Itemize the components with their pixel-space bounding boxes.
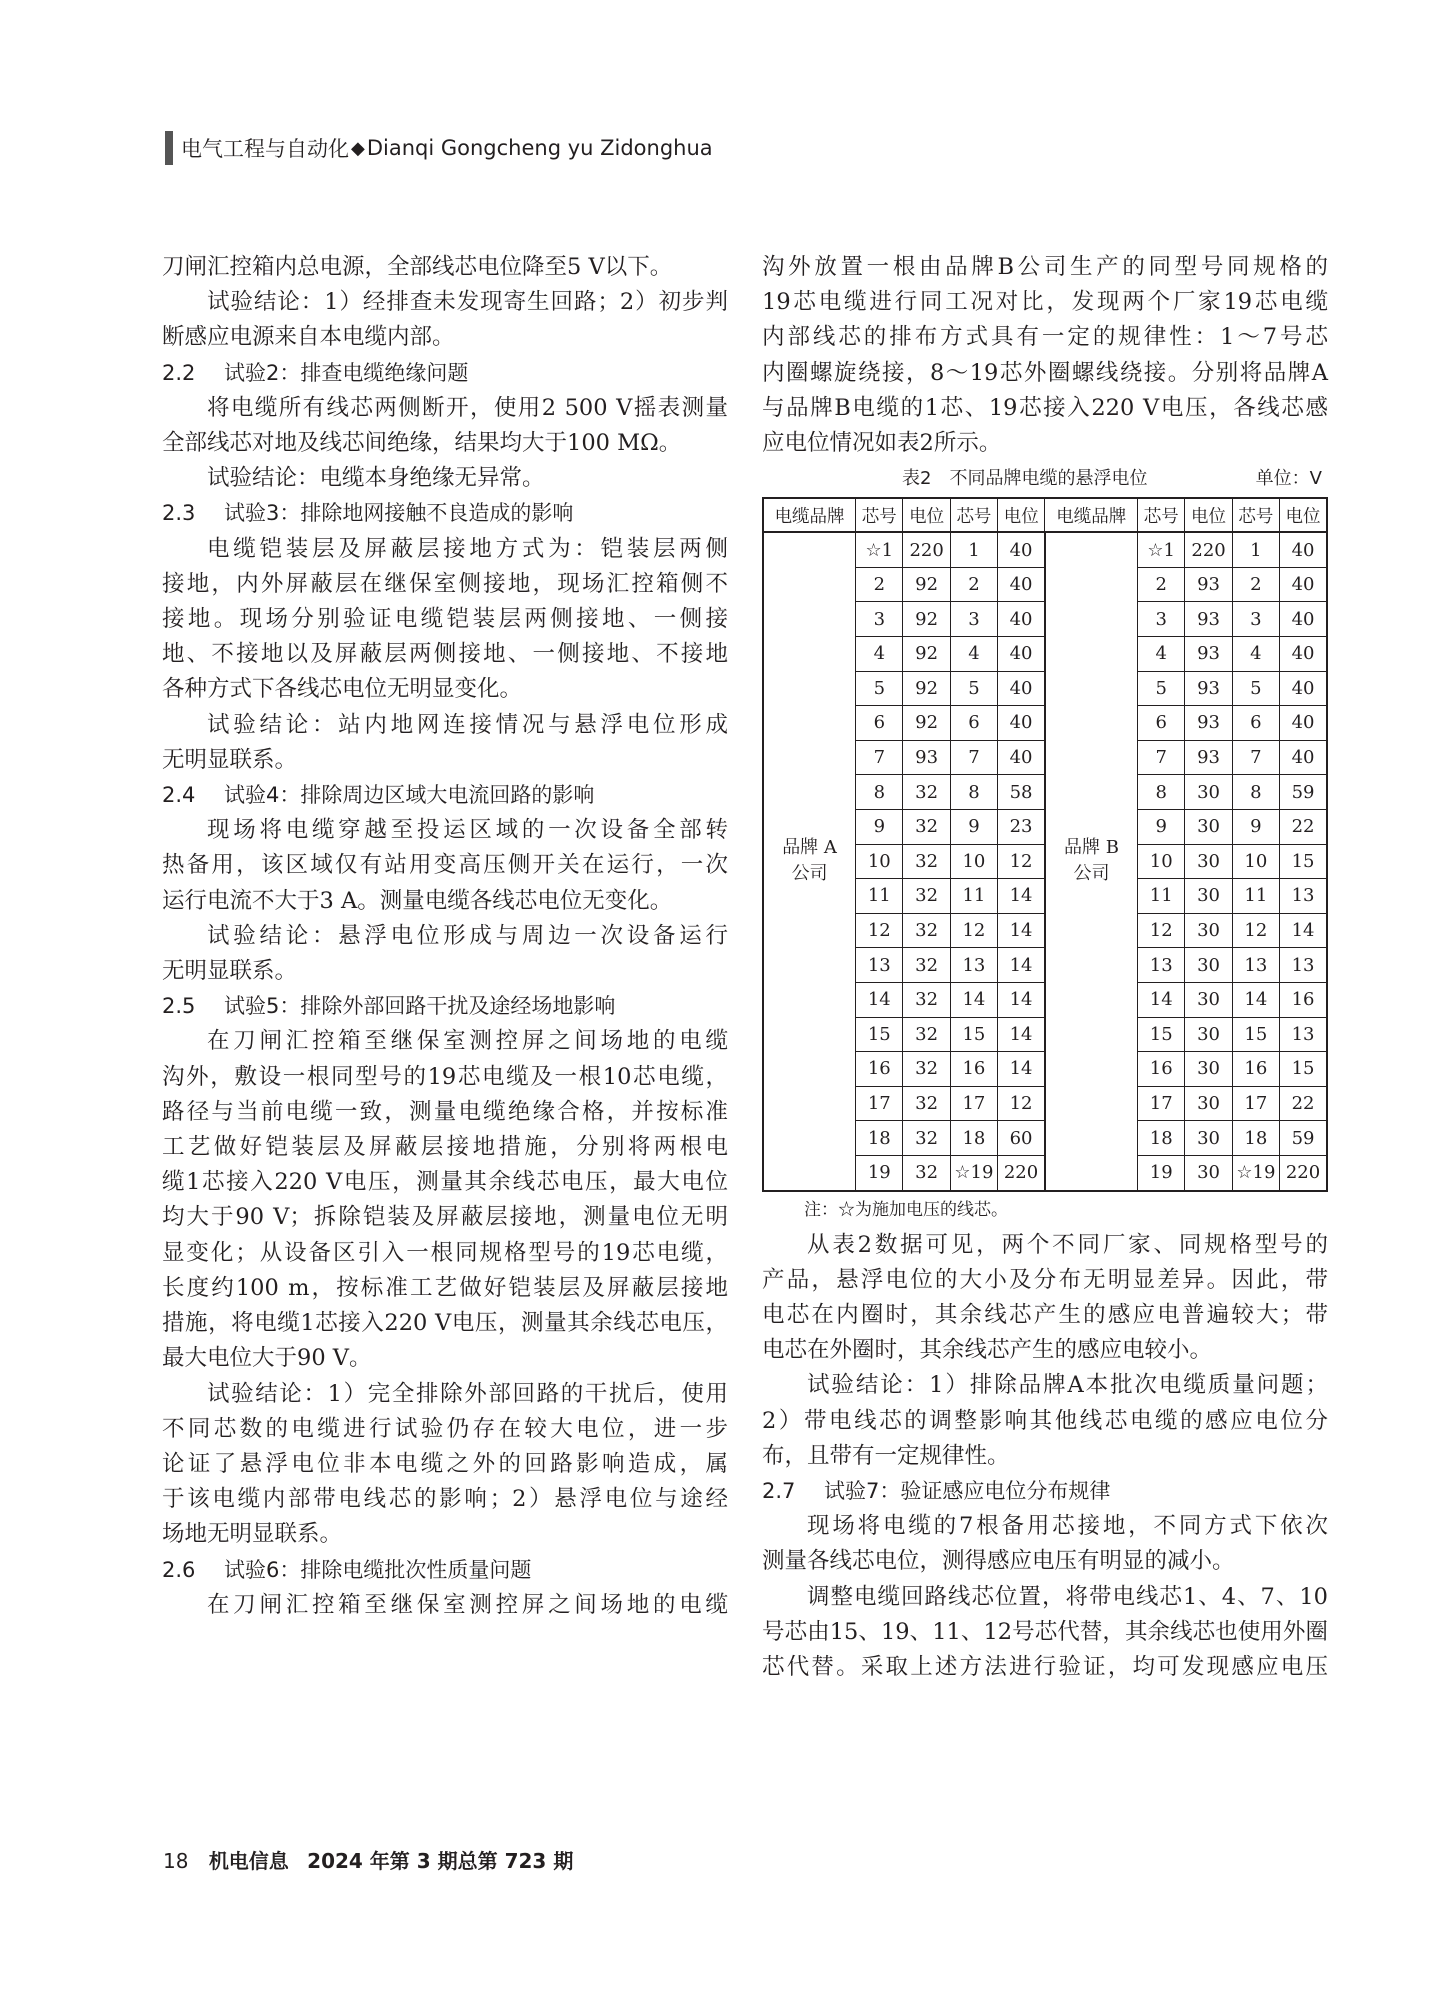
table-cell: 40 <box>1280 706 1327 741</box>
text-line: 试验结论：1）排除品牌A本批次电缆质量问题； <box>807 1372 1328 1399</box>
text-line: 产品，悬浮电位的大小及分布无明显差异。因此，带 <box>762 1266 1328 1293</box>
table-cell: 40 <box>998 567 1045 602</box>
table-cell: 12 <box>998 1086 1045 1121</box>
table-cell: 16 <box>1138 1052 1185 1087</box>
page-number: 18 <box>163 1849 189 1873</box>
brand-a-cell <box>763 532 856 1190</box>
paragraph <box>162 461 728 496</box>
table-cell: 10 <box>1232 844 1279 879</box>
table-cell: 17 <box>1232 1086 1279 1121</box>
left-column <box>162 250 728 1623</box>
brand-a-line: 公司 <box>791 863 828 885</box>
table-cell: 14 <box>998 948 1045 983</box>
table-cell: ☆1 <box>856 532 903 567</box>
journal-name-pinyin: Dianqi Gongcheng yu Zidonghua <box>366 136 713 160</box>
paragraph <box>162 1588 728 1623</box>
table-cell: 7 <box>950 740 997 775</box>
table-cell: 30 <box>1185 844 1232 879</box>
table-cell: ☆1 <box>1138 532 1185 567</box>
table-cell: 59 <box>1280 1121 1327 1156</box>
table-cell: 9 <box>856 809 903 844</box>
text-line: 2）带电线芯的调整影响其他线芯电缆的感应电位分 <box>762 1407 1328 1434</box>
text-line: 电芯在外圈时，其余线芯产生的感应电较小。 <box>762 1337 1213 1364</box>
table-title: 表2 不同品牌电缆的悬浮电位 <box>902 468 1148 490</box>
table-cell: 2 <box>1138 567 1185 602</box>
section-title: 试验3：排除地网接触不良造成的影响 <box>224 501 574 526</box>
table-cell: 92 <box>903 567 950 602</box>
paragraph <box>162 1024 728 1376</box>
brand-a-line: 品牌 A <box>782 837 837 859</box>
text-line: 均大于90 V；拆除铠装及屏蔽层接地，测量电位无明 <box>162 1204 728 1231</box>
table-cell: 4 <box>1232 637 1279 672</box>
text-line: 措施，将电缆1芯接入220 V电压，测量其余线芯电压， <box>162 1310 728 1337</box>
table-cell: 30 <box>1185 809 1232 844</box>
text-line: 与品牌B电缆的1芯、19芯接入220 V电压，各线芯感 <box>762 394 1328 421</box>
text-line: 缆1芯接入220 V电压，测量其余线芯电压，最大电位 <box>162 1169 728 1196</box>
table-cell: 6 <box>1232 706 1279 741</box>
paragraph <box>162 1377 728 1553</box>
table-cell: 18 <box>856 1121 903 1156</box>
table-cell: 40 <box>998 637 1045 672</box>
table-cell: 40 <box>1280 637 1327 672</box>
table-cell: 14 <box>1280 913 1327 948</box>
table-cell: 5 <box>856 671 903 706</box>
text-line: 布，且带有一定规律性。 <box>762 1442 1010 1469</box>
text-line: 无明显联系。 <box>162 958 298 985</box>
section-heading <box>162 356 728 391</box>
table-cell: 5 <box>950 671 997 706</box>
table-cell: 32 <box>903 1121 950 1156</box>
table-cell: 32 <box>903 844 950 879</box>
table-cell: 30 <box>1185 982 1232 1017</box>
table-cell: 14 <box>998 1052 1045 1087</box>
table-cell: 16 <box>950 1052 997 1087</box>
table-cell: 10 <box>1138 844 1185 879</box>
table-cell: 30 <box>1185 913 1232 948</box>
table-cell: 59 <box>1280 775 1327 810</box>
table-header-row <box>763 498 1327 532</box>
text-line: 现场将电缆穿越至投运区域的一次设备全部转 <box>207 817 728 844</box>
table-cell: 17 <box>1138 1086 1185 1121</box>
table-cell: 40 <box>1280 740 1327 775</box>
table-cell: ☆19 <box>950 1155 997 1190</box>
table-cell: 93 <box>1185 567 1232 602</box>
table-cell: 13 <box>856 948 903 983</box>
table-header-cell: 芯号 <box>1232 498 1279 532</box>
table-cell: 93 <box>1185 637 1232 672</box>
table-cell: 220 <box>1185 532 1232 567</box>
text-line: 刀闸汇控箱内总电源，全部线芯电位降至5 V以下。 <box>162 254 673 280</box>
text-line: 于该电缆内部带电线芯的影响；2）悬浮电位与途经 <box>162 1486 728 1513</box>
text-line: 在刀闸汇控箱至继保室测控屏之间场地的电缆 <box>207 1028 728 1055</box>
text-line: 各种方式下各线芯电位无明显变化。 <box>162 676 523 703</box>
table-cell: 3 <box>1138 602 1185 637</box>
table-cell: 16 <box>1232 1052 1279 1087</box>
text-line: 工艺做好铠装层及屏蔽层接地措施，分别将两根电 <box>162 1134 728 1161</box>
table-unit: 单位：V <box>1255 468 1322 490</box>
text-line: 芯代替。采取上述方法进行验证，均可发现感应电压 <box>762 1653 1328 1680</box>
footer-issue: 2024 年第 3 期总第 723 期 <box>307 1849 574 1873</box>
text-line: 长度约100 m，按标准工艺做好铠装层及屏蔽层接地 <box>162 1274 728 1301</box>
table-cell: 32 <box>903 775 950 810</box>
section-number: 2.2 <box>162 360 196 385</box>
text-line: 无明显联系。 <box>162 746 298 773</box>
table-cell: 9 <box>1138 809 1185 844</box>
text-line: 断感应电源来自本电缆内部。 <box>162 324 455 351</box>
text-line: 运行电流不大于3 A。测量电缆各线芯电位无变化。 <box>162 887 673 914</box>
table-cell: 30 <box>1185 1121 1232 1156</box>
table-cell: 2 <box>950 567 997 602</box>
table-cell: 14 <box>1138 982 1185 1017</box>
brand-b-cell <box>1045 532 1138 1190</box>
section-title: 试验6：排除电缆批次性质量问题 <box>224 1557 532 1582</box>
table-cell: 17 <box>950 1086 997 1121</box>
table-cell: 10 <box>950 844 997 879</box>
table-cell: 40 <box>998 532 1045 567</box>
section-number: 2.4 <box>162 783 196 808</box>
section-number: 2.3 <box>162 501 196 526</box>
text-line: 现场将电缆的7根备用芯接地，不同方式下依次 <box>807 1513 1328 1540</box>
paragraph <box>762 1228 1328 1369</box>
table-cell: 11 <box>1232 879 1279 914</box>
table-cell: 14 <box>998 879 1045 914</box>
text-line: 电缆铠装层及屏蔽层接地方式为：铠装层两侧 <box>207 535 728 562</box>
table-cell: 15 <box>1232 1017 1279 1052</box>
table-cell: 1 <box>1232 532 1279 567</box>
table-cell: ☆19 <box>1232 1155 1279 1190</box>
table-cell: 32 <box>903 809 950 844</box>
section-title: 试验7：验证感应电位分布规律 <box>824 1478 1111 1503</box>
table-cell: 14 <box>1232 982 1279 1017</box>
table-cell: 4 <box>856 637 903 672</box>
table-cell: 40 <box>998 706 1045 741</box>
table-cell: 14 <box>856 982 903 1017</box>
table-cell: 92 <box>903 602 950 637</box>
table-cell: 32 <box>903 913 950 948</box>
text-line: 不同芯数的电缆进行试验仍存在较大电位，进一步 <box>162 1415 728 1442</box>
table-cell: 220 <box>998 1155 1045 1190</box>
table-cell: 4 <box>950 637 997 672</box>
table-cell: 9 <box>1232 809 1279 844</box>
text-line: 场地无明显联系。 <box>162 1521 343 1548</box>
section-heading <box>162 989 728 1024</box>
potential-table <box>762 497 1328 1191</box>
text-line: 沟外，敷设一根同型号的19芯电缆及一根10芯电缆， <box>162 1063 728 1090</box>
table-cell: 32 <box>903 879 950 914</box>
table-cell: 93 <box>903 740 950 775</box>
text-line: 试验结论：1）经排查未发现寄生回路；2）初步判 <box>207 289 728 316</box>
table-cell: 30 <box>1185 1017 1232 1052</box>
section-number: 2.7 <box>762 1478 796 1503</box>
table-cell: 58 <box>998 775 1045 810</box>
table-header-cell: 电位 <box>903 498 950 532</box>
table-cell: 92 <box>903 671 950 706</box>
text-line: 号芯由15、19、11、12号芯代替，其余线芯也使用外圈 <box>762 1618 1328 1645</box>
table-cell: 1 <box>950 532 997 567</box>
section-heading <box>162 1553 728 1588</box>
text-line: 从表2数据可见，两个不同厂家、同规格型号的 <box>807 1231 1328 1258</box>
text-line: 热备用，该区域仅有站用变高压侧开关在运行，一次 <box>162 852 728 879</box>
paragraph <box>162 919 728 989</box>
text-line: 全部线芯对地及线芯间绝缘，结果均大于100 MΩ。 <box>162 430 682 457</box>
table-cell: 13 <box>1280 948 1327 983</box>
table-cell: 40 <box>1280 671 1327 706</box>
text-line: 19芯电缆进行同工况对比，发现两个厂家19芯电缆 <box>762 289 1328 316</box>
paragraph <box>162 708 728 778</box>
table-cell: 30 <box>1185 879 1232 914</box>
paragraph <box>162 285 728 355</box>
table-cell: 32 <box>903 1052 950 1087</box>
table-cell: 12 <box>1138 913 1185 948</box>
table-cell: 13 <box>1232 948 1279 983</box>
table-header-cell: 电缆品牌 <box>763 498 856 532</box>
table-cell: 5 <box>1232 671 1279 706</box>
section-heading <box>162 496 728 531</box>
table-cell: 18 <box>1138 1121 1185 1156</box>
table-cell: 5 <box>1138 671 1185 706</box>
table-cell: 32 <box>903 948 950 983</box>
paragraph <box>162 532 728 708</box>
text-line: 将电缆所有线芯两侧断开，使用2 500 V摇表测量 <box>207 394 728 421</box>
table-cell: 15 <box>856 1017 903 1052</box>
table-cell: 16 <box>1280 982 1327 1017</box>
table-cell: 18 <box>1232 1121 1279 1156</box>
table-cell: 30 <box>1185 1052 1232 1087</box>
table-body <box>763 532 1327 1190</box>
table-cell: 2 <box>856 567 903 602</box>
table-cell: 30 <box>1185 1086 1232 1121</box>
section-heading <box>762 1474 1328 1509</box>
table-cell: 10 <box>856 844 903 879</box>
table-cell: 40 <box>1280 567 1327 602</box>
brand-b-line: 品牌 B <box>1064 837 1119 859</box>
table-cell: 11 <box>950 879 997 914</box>
page-footer <box>163 1845 573 1874</box>
section-number: 2.5 <box>162 994 196 1019</box>
table-cell: 8 <box>1232 775 1279 810</box>
table-cell: 19 <box>856 1155 903 1190</box>
paragraph <box>162 391 728 461</box>
text-line: 调整电缆回路线芯位置，将带电线芯1、4、7、10 <box>807 1583 1328 1610</box>
table-cell: 40 <box>998 740 1045 775</box>
text-line: 试验结论：悬浮电位形成与周边一次设备运行 <box>207 922 728 949</box>
table-cell: 93 <box>1185 706 1232 741</box>
table-cell: 14 <box>998 982 1045 1017</box>
table-cell: 40 <box>1280 532 1327 567</box>
paragraph <box>162 250 728 285</box>
table-cell: 18 <box>950 1121 997 1156</box>
table-cell: 220 <box>903 532 950 567</box>
text-line: 内部线芯的排布方式具有一定的规律性：1～7号芯 <box>762 324 1328 351</box>
table-cell: 16 <box>856 1052 903 1087</box>
table-cell: 12 <box>998 844 1045 879</box>
table-cell: 32 <box>903 1155 950 1190</box>
table-cell: 8 <box>950 775 997 810</box>
table-cell: 13 <box>1280 879 1327 914</box>
right-column <box>762 250 1328 1685</box>
text-line: 测量各线芯电位，测得感应电压有明显的减小。 <box>762 1548 1235 1575</box>
table-cell: 14 <box>998 913 1045 948</box>
table-header-cell: 芯号 <box>856 498 903 532</box>
table-cell: 32 <box>903 1086 950 1121</box>
section-number: 2.6 <box>162 1557 196 1582</box>
table-row <box>763 532 1327 567</box>
table-cell: 11 <box>856 879 903 914</box>
table-cell: 60 <box>998 1121 1045 1156</box>
text-line: 路径与当前电缆一致，测量电缆绝缘合格，并按标准 <box>162 1098 728 1125</box>
table-cell: 13 <box>1138 948 1185 983</box>
paragraph <box>762 1580 1328 1686</box>
table-cell: 15 <box>950 1017 997 1052</box>
table-header-cell: 芯号 <box>950 498 997 532</box>
text-line: 接地。现场分别验证电缆铠装层两侧接地、一侧接 <box>162 606 728 633</box>
table-cell: 6 <box>950 706 997 741</box>
diamond-icon: ◆ <box>351 137 365 159</box>
table-cell: 30 <box>1185 948 1232 983</box>
section-title: 试验5：排除外部回路干扰及途经场地影响 <box>224 994 616 1019</box>
table-cell: 3 <box>1232 602 1279 637</box>
table-cell: 30 <box>1185 775 1232 810</box>
table-cell: 40 <box>998 671 1045 706</box>
table-header-cell: 电位 <box>998 498 1045 532</box>
section-title: 试验4：排除周边区域大电流回路的影响 <box>224 783 595 808</box>
text-line: 地、不接地以及屏蔽层两侧接地、一侧接地、不接地 <box>162 641 728 668</box>
text-line: 内圈螺旋绕接，8～19芯外圈螺线绕接。分别将品牌A <box>762 359 1328 386</box>
table-header-cell: 电位 <box>1280 498 1327 532</box>
table-cell: 23 <box>998 809 1045 844</box>
table-cell: 32 <box>903 982 950 1017</box>
text-line: 在刀闸汇控箱至继保室测控屏之间场地的电缆 <box>207 1591 728 1618</box>
table-cell: 7 <box>1138 740 1185 775</box>
table-cell: 93 <box>1185 602 1232 637</box>
text-line: 显变化；从设备区引入一根同规格型号的19芯电缆， <box>162 1239 728 1266</box>
text-line: 试验结论：电缆本身绝缘无异常。 <box>207 465 545 492</box>
table-cell: 93 <box>1185 671 1232 706</box>
table-cell: 8 <box>856 775 903 810</box>
table-cell: 40 <box>1280 602 1327 637</box>
section-heading <box>162 778 728 813</box>
table-cell: 93 <box>1185 740 1232 775</box>
table-header-cell: 芯号 <box>1138 498 1185 532</box>
table-cell: 13 <box>1280 1017 1327 1052</box>
text-line: 接地，内外屏蔽层在继保室侧接地，现场汇控箱侧不 <box>162 570 728 597</box>
text-line: 电芯在内圈时，其余线芯产生的感应电普遍较大；带 <box>762 1301 1328 1328</box>
header-bar <box>165 131 173 165</box>
footer-journal: 机电信息 <box>208 1849 289 1873</box>
table-cell: 15 <box>1280 1052 1327 1087</box>
table-cell: 12 <box>856 913 903 948</box>
paragraph <box>762 250 1328 461</box>
table-header-cell: 电缆品牌 <box>1045 498 1138 532</box>
table-cell: 12 <box>1232 913 1279 948</box>
table-cell: 30 <box>1185 1155 1232 1190</box>
table-cell: 3 <box>950 602 997 637</box>
text-line: 应电位情况如表2所示。 <box>762 430 1002 457</box>
table-cell: 15 <box>1280 844 1327 879</box>
text-line: 试验结论：1）完全排除外部回路的干扰后，使用 <box>207 1380 728 1407</box>
table-cell: 22 <box>1280 809 1327 844</box>
table-cell: 19 <box>1138 1155 1185 1190</box>
paragraph <box>762 1509 1328 1579</box>
table-cell: 11 <box>1138 879 1185 914</box>
table-cell: 6 <box>1138 706 1185 741</box>
table-cell: 9 <box>950 809 997 844</box>
table-cell: 3 <box>856 602 903 637</box>
table-cell: 22 <box>1280 1086 1327 1121</box>
text-line: 沟外放置一根由品牌B公司生产的同型号同规格的 <box>762 254 1328 280</box>
table-cell: 7 <box>856 740 903 775</box>
table-cell: 220 <box>1280 1155 1327 1190</box>
table-cell: 15 <box>1138 1017 1185 1052</box>
table-cell: 8 <box>1138 775 1185 810</box>
table-cell: 12 <box>950 913 997 948</box>
journal-name-cn: 电气工程与自动化 <box>181 137 349 161</box>
table-cell: 92 <box>903 706 950 741</box>
brand-b-line: 公司 <box>1073 863 1110 885</box>
table-cell: 17 <box>856 1086 903 1121</box>
section-title: 试验2：排查电缆绝缘问题 <box>224 360 469 385</box>
table-cell: 92 <box>903 637 950 672</box>
table-cell: 2 <box>1232 567 1279 602</box>
table-cell: 40 <box>998 602 1045 637</box>
text-line: 最大电位大于90 V。 <box>162 1345 372 1372</box>
table-cell: 14 <box>998 1017 1045 1052</box>
table-caption <box>762 461 1328 497</box>
table-header-cell: 电位 <box>1185 498 1232 532</box>
table-cell: 13 <box>950 948 997 983</box>
table-cell: 6 <box>856 706 903 741</box>
table-cell: 4 <box>1138 637 1185 672</box>
table-note: 注：☆为施加电压的线芯。 <box>804 1199 1008 1220</box>
table-cell: 32 <box>903 1017 950 1052</box>
text-line: 试验结论：站内地网连接情况与悬浮电位形成 <box>207 711 728 738</box>
table-cell: 7 <box>1232 740 1279 775</box>
running-header <box>165 131 713 165</box>
text-line: 论证了悬浮电位非本电缆之外的回路影响造成，属 <box>162 1450 728 1477</box>
paragraph <box>762 1368 1328 1474</box>
paragraph <box>162 813 728 919</box>
table-cell: 14 <box>950 982 997 1017</box>
